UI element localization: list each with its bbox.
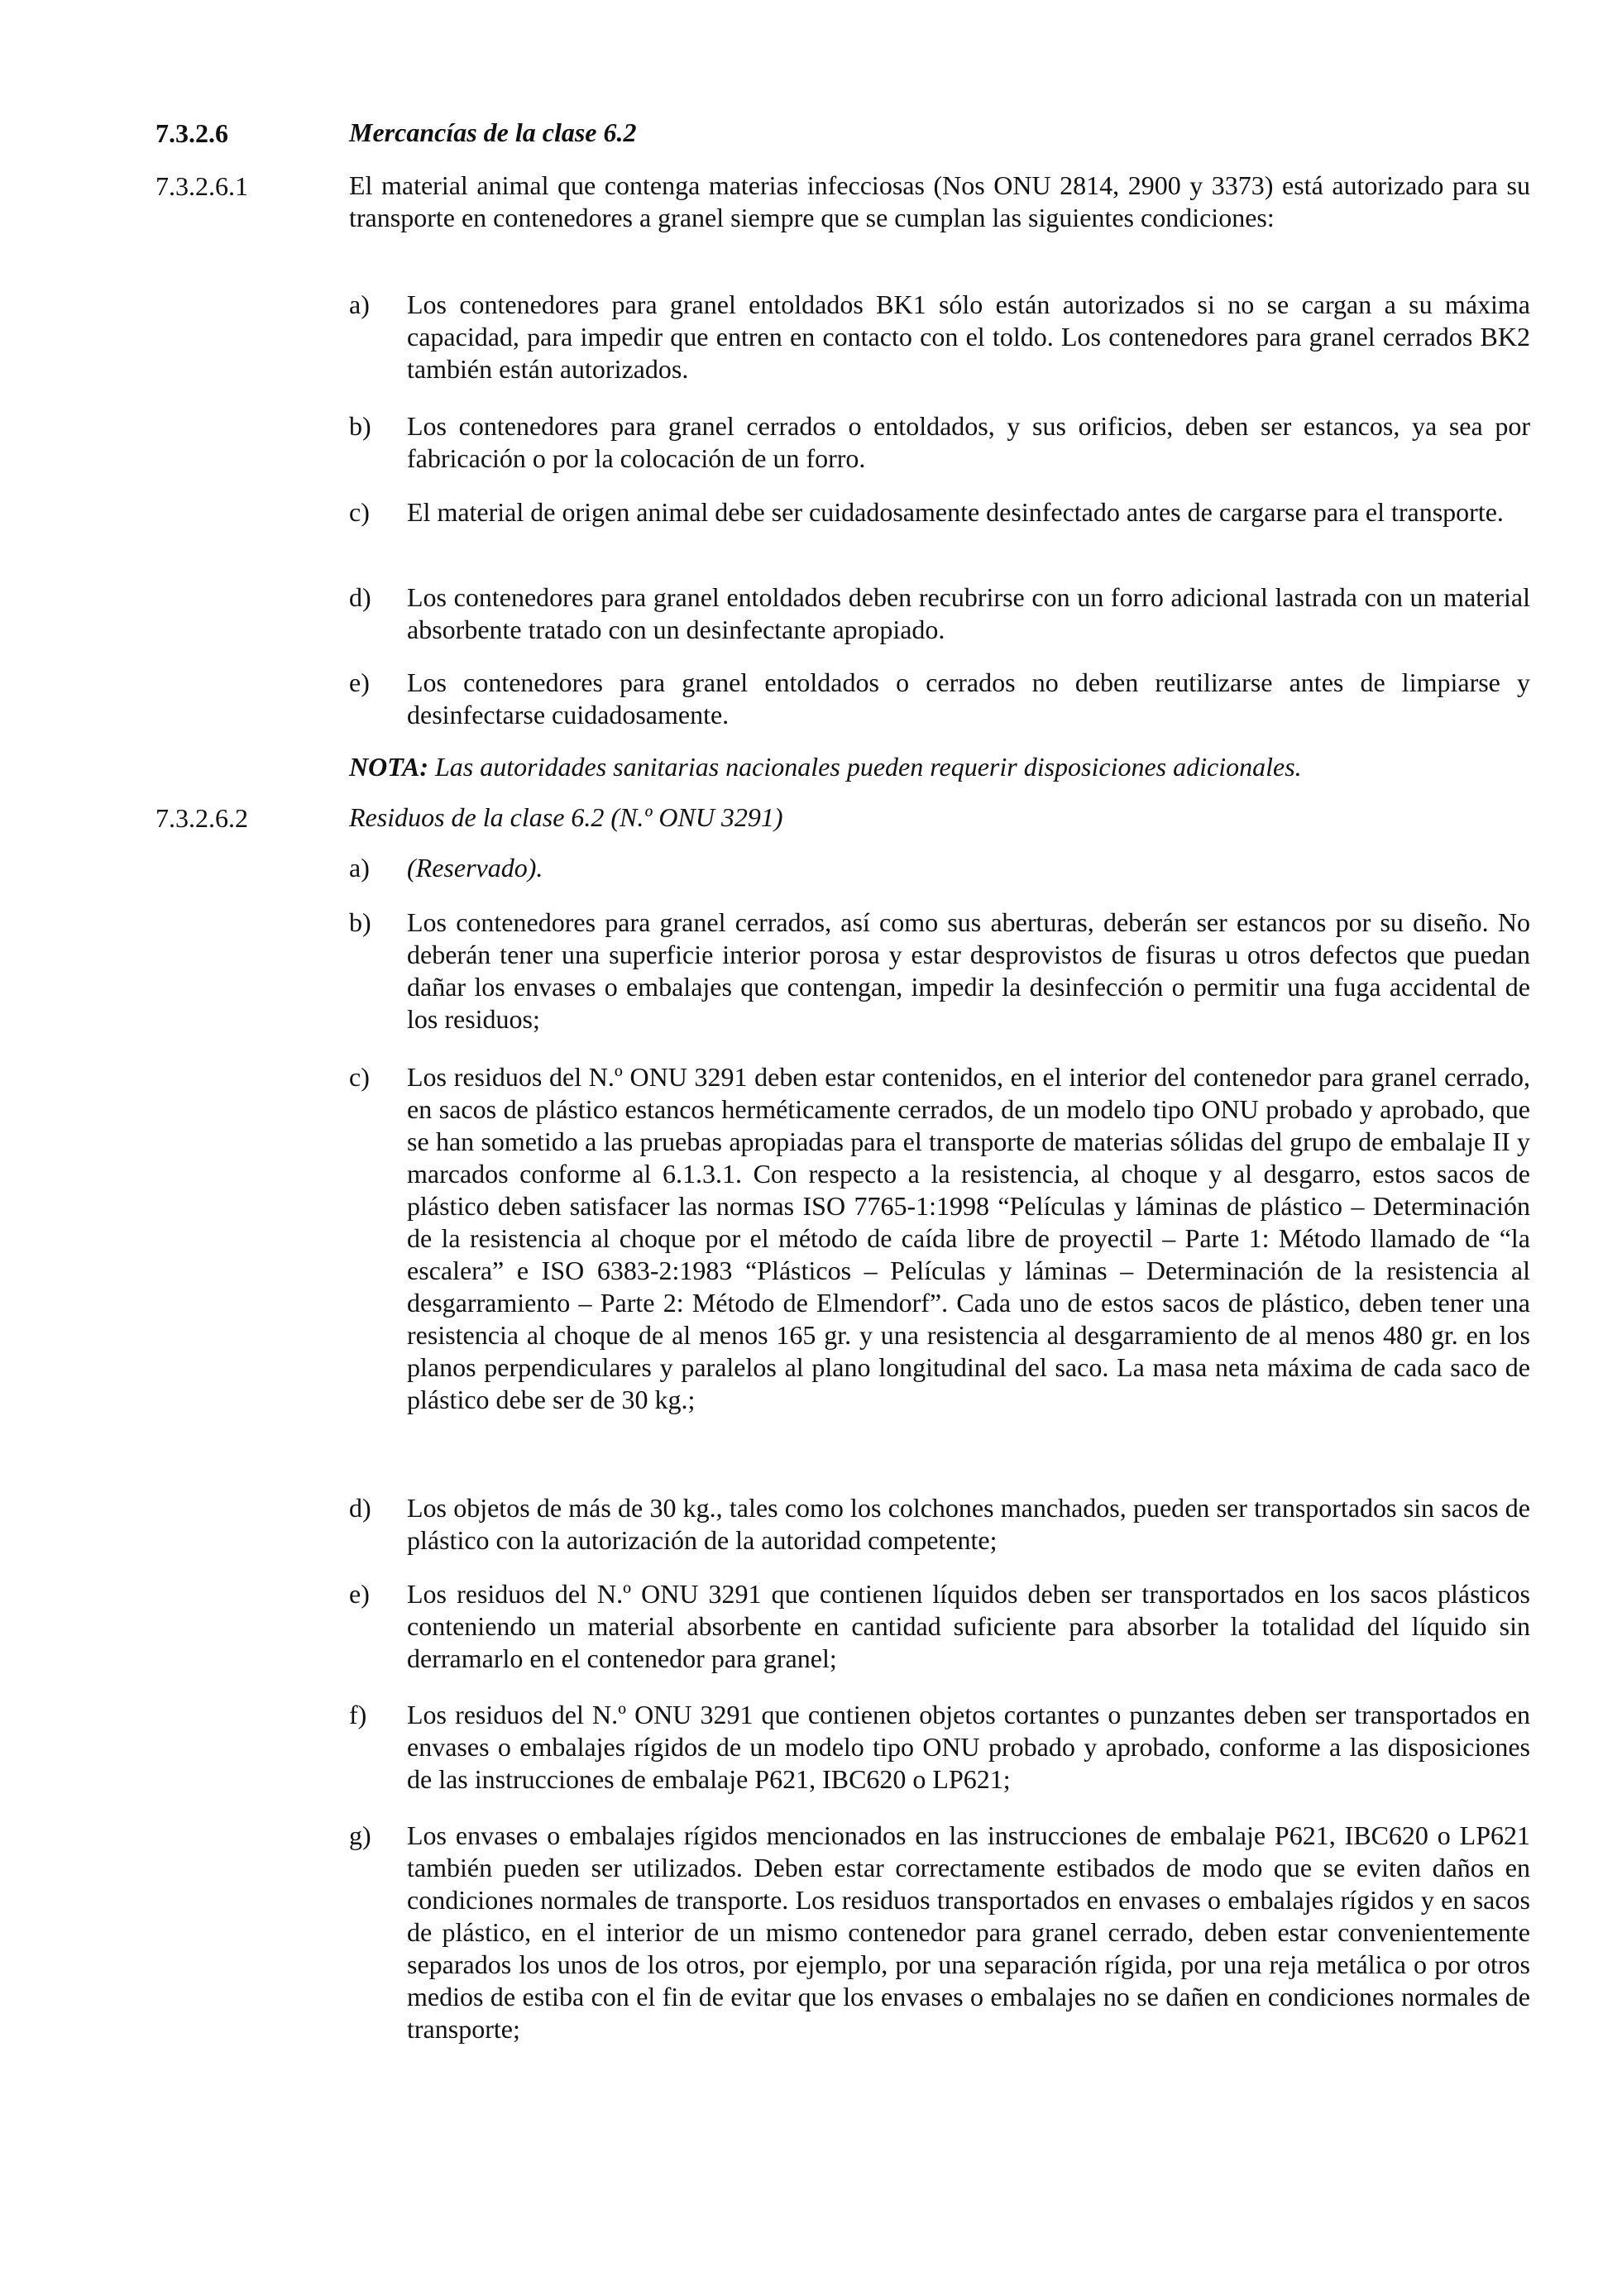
list-item-letter: d): [349, 1493, 371, 1523]
note-label: NOTA:: [349, 752, 428, 782]
list-item-letter: b): [349, 411, 371, 441]
paragraph-number-1: 7.3.2.6.1: [156, 171, 248, 201]
list-item-letter: a): [349, 289, 370, 319]
list-item-text: Los envases o embalajes rígidos mencionados en las instrucciones de embalaje P621, IBC620 o LP621 también pueden ser utilizados. Deben estar correctamente estibados de modo que se eviten daños en condiciones normales de transporte. Los residuos transportados en envases o embalajes rígidos y en sacos de plástico, en el interior de un mismo contenedor para granel cerrado, deben estar convenientemente separados los unos de los otros, por ejemplo, por una separación rígida, por una reja metálica o por otros medios de estiba con el fin de evitar que los envases o embalajes no se dañen en condiciones normales de transporte;: [407, 1820, 1530, 2044]
list-item-text: Los contenedores para granel cerrados, así como sus aberturas, deberán ser estancos por su diseño. No deberán tener una superficie interior porosa y estar desprovistos de fisuras u otros defectos que puedan dañar los envases o embalajes que contengan, impedir la desinfección o permitir una fuga accidental de los residuos;: [407, 907, 1530, 1034]
list-item-letter: e): [349, 1579, 370, 1609]
note-text: Las autoridades sanitarias nacionales pueden requerir disposiciones adicionales.: [428, 752, 1302, 782]
list-item-letter: a): [349, 853, 370, 883]
note: [349, 751, 1530, 783]
paragraph-title-2: Residuos de la clase 6.2 (N.º ONU 3291): [349, 802, 783, 832]
list-item-letter: c): [349, 497, 370, 527]
list-item-text: El material de origen animal debe ser cuidadosamente desinfectado antes de cargarse para el transporte.: [407, 497, 1504, 527]
section-number: 7.3.2.6: [156, 118, 228, 148]
list-item-letter: d): [349, 582, 371, 612]
list-item-letter: g): [349, 1820, 371, 1850]
list-item-text: (Reservado).: [407, 853, 543, 883]
list-item-text: Los residuos del N.º ONU 3291 que contienen líquidos deben ser transportados en los sacos plásticos conteniendo un material absorbente en cantidad suficiente para absorber la totalidad del líquido sin derramarlo en el contenedor para granel;: [407, 1579, 1530, 1673]
list-item-text: Los objetos de más de 30 kg., tales como los colchones manchados, pueden ser transportados sin sacos de plástico con la autorización de la autoridad competente;: [407, 1493, 1530, 1555]
paragraph-number-2: 7.3.2.6.2: [156, 803, 248, 833]
section-title: Mercancías de la clase 6.2: [349, 117, 637, 147]
list-item-text: Los contenedores para granel entoldados deben recubrirse con un forro adicional lastrada con un material absorbente tratado con un desinfectante apropiado.: [407, 582, 1530, 644]
list-item-letter: e): [349, 667, 370, 697]
list-item-letter: c): [349, 1062, 370, 1092]
list-item-letter: b): [349, 907, 371, 937]
list-item-text: Los residuos del N.º ONU 3291 que contienen objetos cortantes o punzantes deben ser transportados en envases o embalajes rígidos de un modelo tipo ONU probado y aprobado, conforme a las disposiciones de las instrucciones de embalaje P621, IBC620 o LP621;: [407, 1700, 1530, 1794]
list-item-text: Los contenedores para granel cerrados o entoldados, y sus orificios, deben ser estancos, ya sea por fabricación o por la colocación de un forro.: [407, 411, 1530, 473]
list-item-text: Los residuos del N.º ONU 3291 deben estar contenidos, en el interior del contenedor para granel cerrado, en sacos de plástico estancos herméticamente cerrados, de un modelo tipo ONU probado y aprobado, que se han sometido a las pruebas apropiadas para el transporte de materias sólidas del grupo de embalaje II y marcados conforme al 6.1.3.1. Con respecto a la resistencia, al choque y al desgarro, estos sacos de plástico deben satisfacer las normas ISO 7765-1:1998 “Películas y láminas de plástico – Determinación de la resistencia al choque por el método de caída libre de proyectil – Parte 1: Método llamado de “la escalera” e ISO 6383-2:1983 “Plásticos – Películas y láminas – Determinación de la resistencia al desgarramiento – Parte 2: Método de Elmendorf”. Cada uno de estos sacos de plástico, deben tener una resistencia al choque de al menos 165 gr. y una resistencia al desgarramiento de al menos 480 gr. en los planos perpendiculares y paralelos al plano longitudinal del saco. La masa neta máxima de cada saco de plástico debe ser de 30 kg.;: [407, 1062, 1530, 1414]
list-item-text: Los contenedores para granel entoldados o cerrados no deben reutilizarse antes de limpiarse y desinfectarse cuidadosamente.: [407, 667, 1530, 729]
paragraph-intro-1: El material animal que contenga materias infecciosas (Nos ONU 2814, 2900 y 3373) está autorizado para su transporte en contenedores a granel siempre que se cumplan las siguientes condiciones:: [349, 170, 1530, 232]
list-item-text: Los contenedores para granel entoldados BK1 sólo están autorizados si no se cargan a su máxima capacidad, para impedir que entren en contacto con el toldo. Los contenedores para granel cerrados BK2 también están autorizados.: [407, 289, 1530, 384]
list-item-letter: f): [349, 1700, 367, 1729]
